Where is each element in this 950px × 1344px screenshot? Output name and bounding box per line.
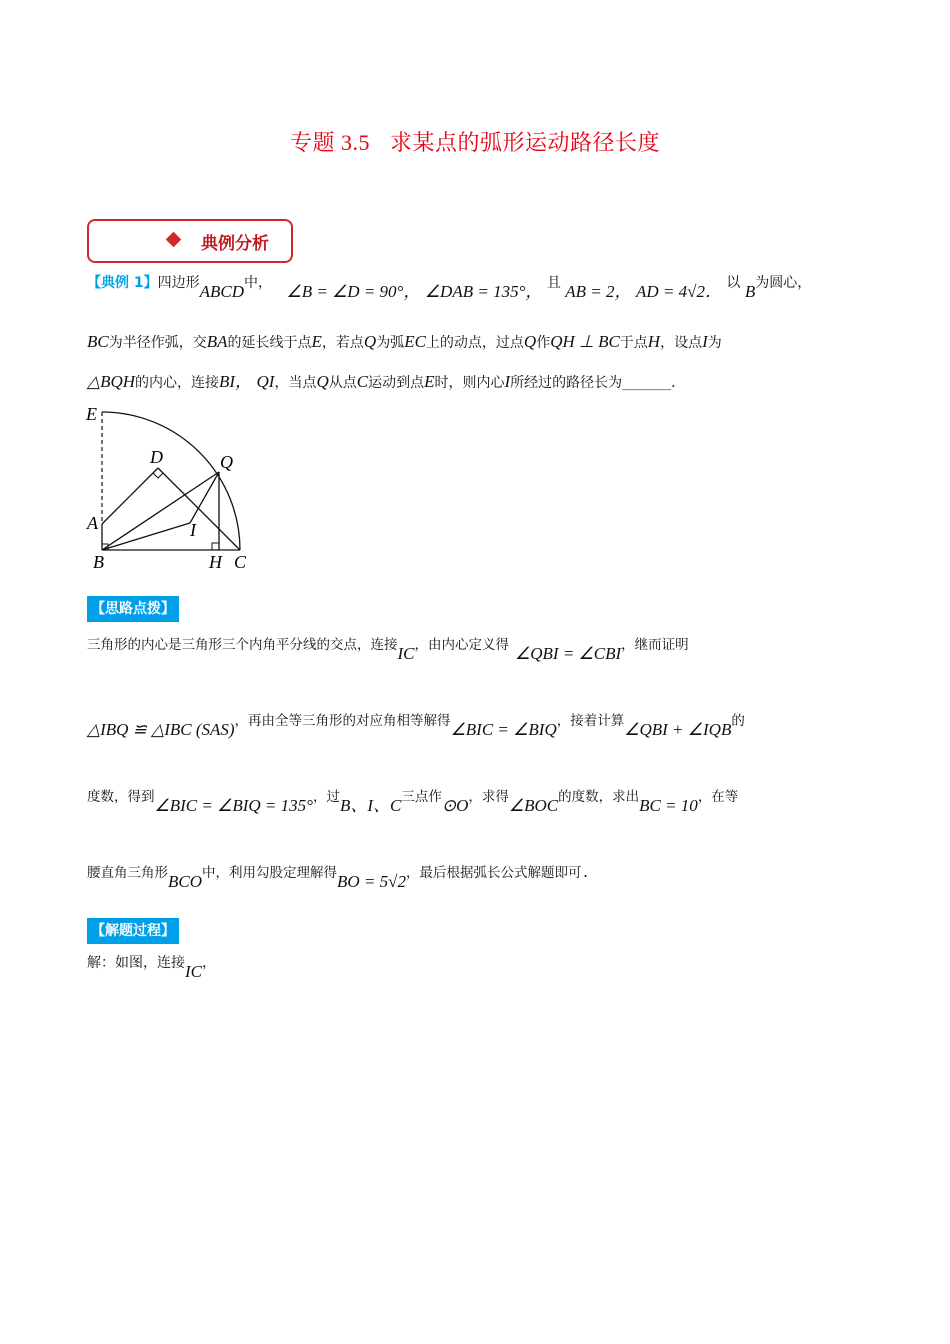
example-line-1: 【典例 1】四边形ABCD中， ∠B = ∠D = 90°， ∠DAB = 135°， 且 AB = 2， AD = 4√2． 以 B为圆心， [87,275,812,301]
hint-line-3: 度数，得到∠BIC = ∠BIQ = 135°，过B、I、C三点作⊙O，求得∠BOC的度数，求出BC = 10，在等 [87,789,739,815]
segment-bi [102,523,190,550]
title-number: 专题 3.5 [289,130,370,155]
example-line-2: BC为半径作弧，交BA的延长线于点E，若点Q为弧EC上的动点，过点Q作QH ⊥ BC于点H，设点I为 [87,332,722,351]
hint-line-1: 三角形的内心是三角形三个内角平分线的交点，连接IC，由内心定义得 ∠QBI = ∠CBI，继而证明 [87,637,689,663]
example-tag: 【典例 1】 [87,275,158,291]
label-d: D [150,447,163,467]
label-i: I [190,520,196,540]
title-text: 求某点的弧形运动路径长度 [390,131,661,156]
page-title [0,126,950,157]
label-q: Q [220,452,233,472]
section-header [87,219,293,263]
label-h: H [209,552,222,572]
segment-dc [158,468,240,550]
hint-tag-wrap [87,596,179,622]
segment-ad [102,468,158,524]
section-label: 典例分析 [201,234,269,254]
label-c: C [234,552,247,572]
label-b: B [93,552,104,572]
solution-line-1: 解：如图，连接IC， [87,955,216,981]
hint-line-4: 腰直角三角形BCO中，利用勾股定理解得BO = 5√2，最后根据弧长公式解题即可. [87,865,590,891]
example-line-3: △BQH的内心，连接BI， QI，当点Q从点C运动到点E时，则内心I所经过的路径长为_______． [87,372,686,391]
label-a: A [87,513,98,533]
solution-tag-wrap [87,918,179,944]
hint-tag: 【思路点拨】 [87,596,179,622]
answer-blank: _______． [622,375,686,391]
label-e: E [86,404,97,424]
hint-line-2: △IBQ ≌ △IBC (SAS)，再由全等三角形的对应角相等解得∠BIC = ∠BIQ，接着计算∠QBI + ∠IQB的 [87,713,745,739]
right-angle-d [153,473,163,478]
right-angle-h [212,543,219,550]
solution-tag: 【解题过程】 [87,918,179,944]
geometry-figure [80,398,280,573]
diamond-icon [166,232,182,248]
